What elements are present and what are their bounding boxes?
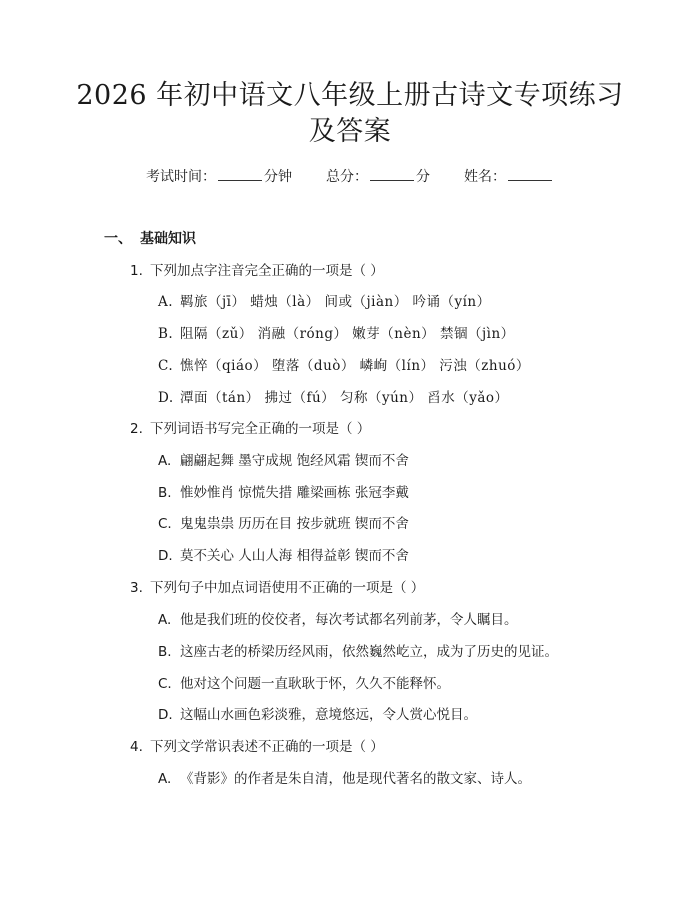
section-number: 一、	[104, 231, 132, 247]
option-text: 这座古老的桥梁历经风雨，依然巍然屹立，成为了历史的见证。	[180, 644, 558, 660]
option-letter: A.	[158, 453, 172, 469]
option-text: 莫不关心 人山人海 相得益彰 锲而不舍	[180, 548, 409, 564]
option-letter: C.	[158, 516, 172, 532]
option-letter: C.	[158, 358, 174, 374]
time-blank	[218, 166, 262, 181]
title-line-1: 2026 年初中语文八年级上册古诗文专项练习	[76, 80, 624, 111]
section-heading	[104, 228, 196, 250]
option-text: 他对这个问题一直耿耿于怀，久久不能释怀。	[180, 676, 450, 692]
score-label: 总分：	[326, 169, 368, 185]
question-number: 3.	[130, 580, 143, 596]
question-text: 下列词语书写完全正确的一项是（ ）	[150, 421, 371, 437]
question-number: 2.	[130, 421, 143, 437]
question-2-option-d	[158, 545, 409, 567]
name-label: 姓名：	[464, 169, 506, 185]
option-letter: B.	[158, 485, 172, 501]
option-letter: D.	[158, 390, 174, 406]
question-2-option-c	[158, 513, 409, 535]
option-text: 羁旅（jī） 蜡烛（là） 间或（jiàn） 吟诵（yín）	[180, 294, 491, 310]
score-blank	[370, 166, 414, 181]
option-letter: D.	[158, 707, 173, 723]
option-letter: D.	[158, 548, 173, 564]
question-2	[130, 418, 370, 440]
question-text: 下列加点字注音完全正确的一项是（ ）	[150, 263, 384, 279]
option-letter: B.	[158, 326, 174, 342]
option-letter: A.	[158, 294, 174, 310]
option-letter: A.	[158, 612, 172, 628]
question-3-option-a	[158, 609, 518, 631]
question-text: 下列文学常识表述不正确的一项是（ ）	[150, 739, 384, 755]
question-2-option-a	[158, 450, 409, 472]
option-text: 惟妙惟肖 惊慌失措 雕梁画栋 张冠李戴	[180, 485, 409, 501]
name-blank	[508, 166, 552, 181]
option-text: 阻隔（zǔ） 消融（róng） 嫩芽（nèn） 禁锢（jìn）	[180, 326, 515, 342]
question-4	[130, 736, 384, 758]
time-label: 考试时间：	[146, 169, 216, 185]
time-unit: 分钟	[264, 169, 292, 185]
option-text: 他是我们班的佼佼者，每次考试都名列前茅，令人瞩目。	[180, 612, 518, 628]
document-title	[60, 78, 640, 150]
option-text: 鬼鬼祟祟 历历在目 按步就班 锲而不舍	[180, 516, 409, 532]
option-letter: B.	[158, 644, 172, 660]
question-2-option-b	[158, 482, 409, 504]
question-3-option-d	[158, 704, 477, 726]
question-number: 4.	[130, 739, 143, 755]
exam-info	[0, 166, 700, 188]
question-3	[130, 577, 424, 599]
option-text: 翩翩起舞 墨守成规 饱经风霜 锲而不舍	[180, 453, 409, 469]
question-1-option-d	[158, 387, 509, 409]
question-text: 下列句子中加点词语使用不正确的一项是（ ）	[150, 580, 425, 596]
option-text: 这幅山水画色彩淡雅，意境悠远，令人赏心悦目。	[180, 707, 477, 723]
option-text: 《背影》的作者是朱自清，他是现代著名的散文家、诗人。	[180, 771, 531, 787]
option-text: 潭面（tán） 拂过（fú） 匀称（yún） 舀水（yǎo）	[180, 390, 509, 406]
option-text: 憔悴（qiáo） 堕落（duò） 嶙峋（lín） 污浊（zhuó）	[180, 358, 530, 374]
question-number: 1.	[130, 263, 143, 279]
question-1	[130, 260, 384, 282]
question-1-option-c	[158, 355, 530, 377]
question-1-option-b	[158, 323, 515, 345]
option-letter: C.	[158, 676, 172, 692]
question-3-option-c	[158, 673, 450, 695]
section-title: 基础知识	[140, 231, 196, 247]
option-letter: A.	[158, 771, 172, 787]
question-1-option-a	[158, 291, 491, 313]
question-3-option-b	[158, 641, 558, 663]
score-unit: 分	[416, 169, 430, 185]
question-4-option-a	[158, 768, 531, 790]
title-line-2: 及答案	[308, 116, 392, 147]
